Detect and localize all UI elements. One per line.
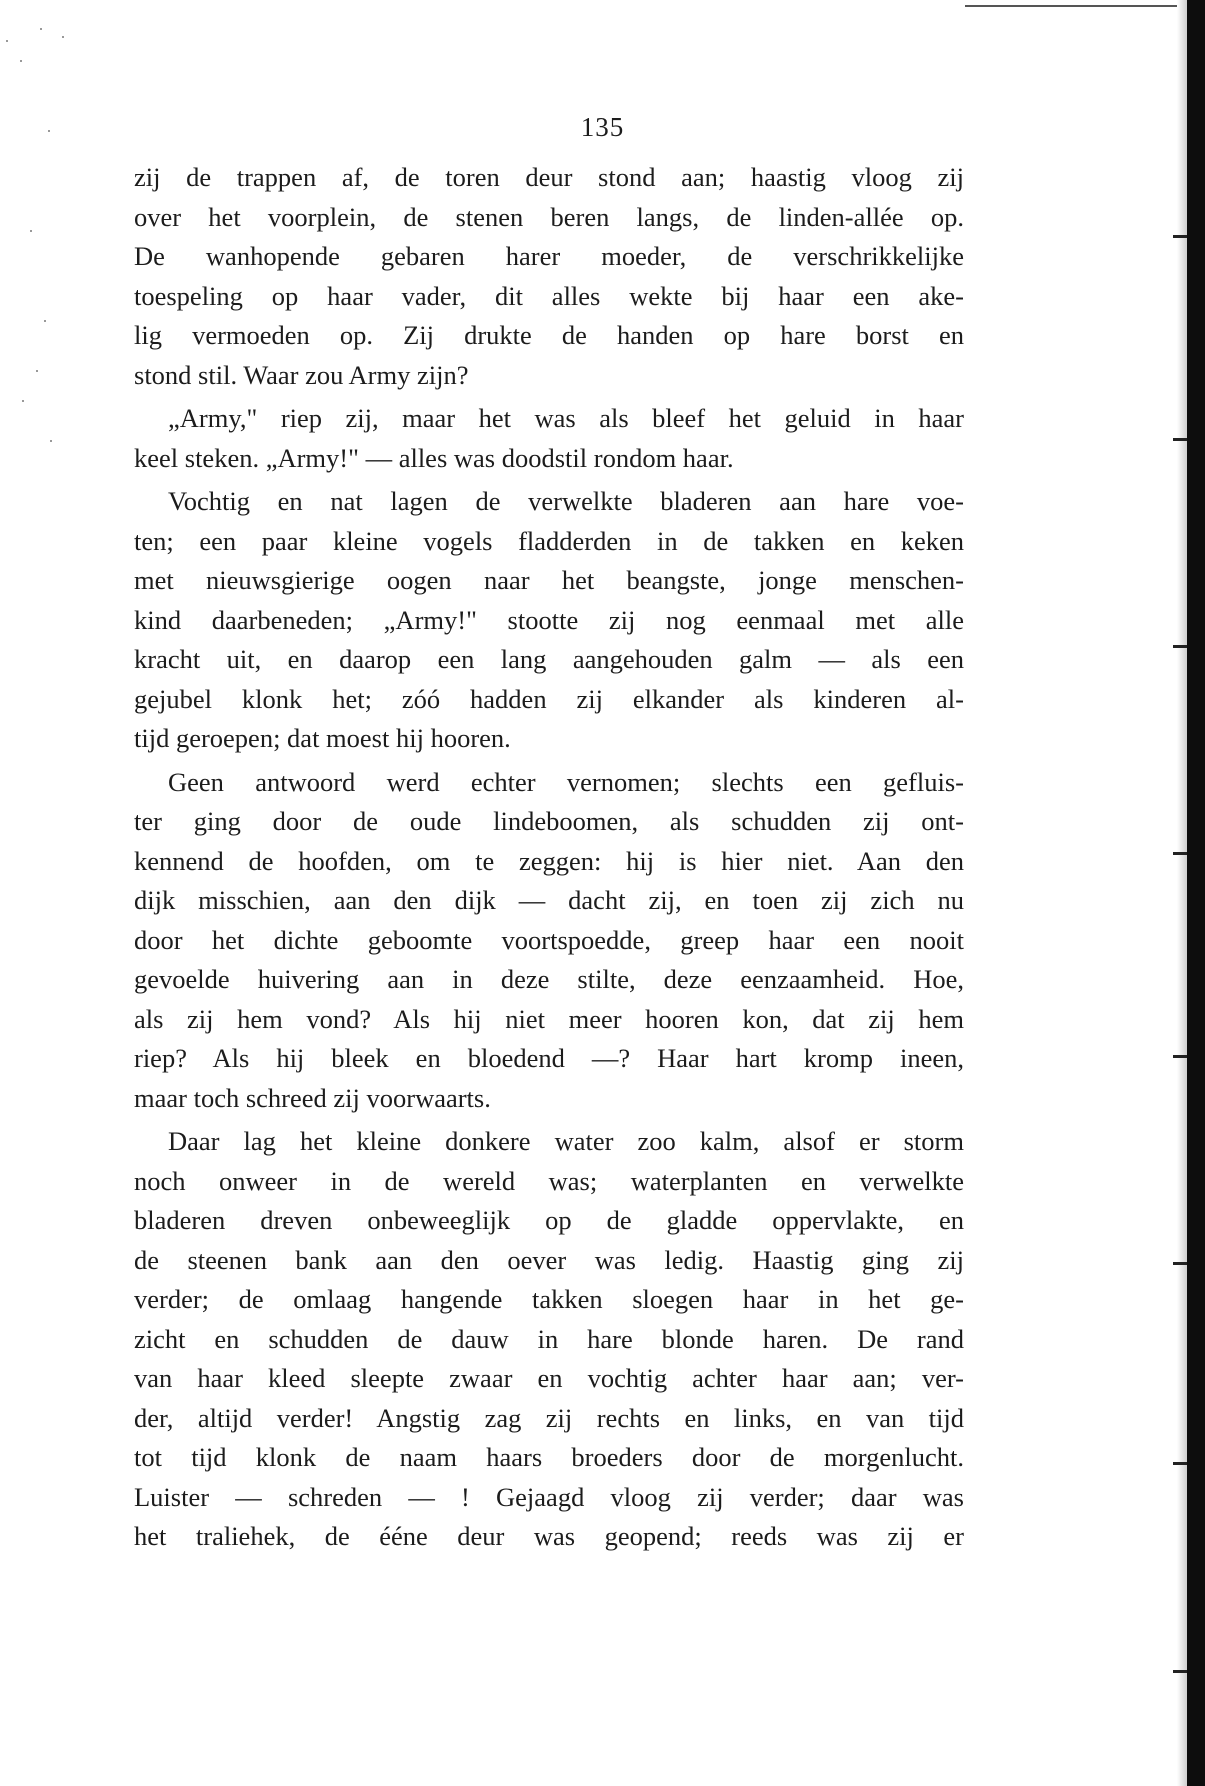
edge-tick — [1173, 1055, 1187, 1058]
text-line: zij de trappen af, de toren deur stond aan; haastig vloog zij — [134, 162, 964, 192]
text-line: kind daarbeneden; „Army!" stootte zij nog eenmaal met alle — [134, 604, 964, 635]
text-line: der, altijd verder! Angstig zag zij rechts en links, en van tijd — [134, 1402, 964, 1433]
text-line: toespeling op haar vader, dit alles wekte bij haar een ake- — [134, 280, 964, 311]
text-line: keel steken. „Army!" — alles was doodstil rondom haar. — [134, 442, 734, 473]
scan-top-rule — [965, 5, 1205, 7]
text-line: De wanhopende gebaren harer moeder, de verschrikkelijke — [134, 241, 964, 271]
text-line: gejubel klonk het; zóó hadden zij elkander als kinderen al- — [134, 683, 964, 714]
text-line: maar toch schreed zij voorwaarts. — [134, 1082, 491, 1113]
text-line: „Army," riep zij, maar het was als bleef het geluid in haar — [168, 403, 964, 433]
speckle — [30, 230, 32, 232]
speckle — [50, 440, 52, 442]
text-line: het traliehek, de ééne deur was geopend; reeds was zij er — [134, 1521, 964, 1551]
text-line: zicht en schudden de dauw in hare blonde haren. De rand — [134, 1323, 964, 1354]
page-number: 135 — [580, 112, 625, 142]
text-line: stond stil. Waar zou Army zijn? — [134, 359, 469, 390]
edge-tick — [1173, 1670, 1187, 1673]
text-line: kennend de hoofden, om te zeggen: hij is hier niet. Aan den — [134, 845, 964, 876]
text-line: Daar lag het kleine donkere water zoo kalm, alsof er storm — [168, 1126, 964, 1156]
text-line: Geen antwoord werd echter vernomen; slechts een gefluis- — [168, 766, 964, 797]
text-line: Vochtig en nat lagen de verwelkte bladeren aan hare voe- — [168, 486, 964, 516]
text-line: ten; een paar kleine vogels fladderden in de takken en keken — [134, 525, 964, 556]
speckle — [20, 60, 22, 62]
edge-tick — [1173, 235, 1187, 238]
text-line: met nieuwsgierige oogen naar het beangste, jonge menschen- — [134, 565, 964, 595]
speckle — [36, 370, 38, 372]
text-line: verder; de omlaag hangende takken sloegen haar in het ge- — [134, 1284, 964, 1314]
text-line: gevoelde huivering aan in deze stilte, deze eenzaamheid. Hoe, — [134, 964, 964, 994]
text-line: tijd geroepen; dat moest hij hooren. — [134, 723, 511, 753]
speckle — [6, 40, 8, 42]
text-line: riep? Als hij bleek en bloedend —? Haar hart kromp ineen, — [134, 1043, 964, 1073]
edge-tick — [1173, 438, 1187, 441]
text-line: lig vermoeden op. Zij drukte de handen op hare borst en — [134, 320, 964, 350]
text-line: over het voorplein, de stenen beren langs, de linden-allée op. — [134, 201, 964, 232]
body-text — [134, 158, 964, 1557]
text-line: van haar kleed sleepte zwaar en vochtig achter haar aan; ver- — [134, 1363, 964, 1393]
text-line: ter ging door de oude lindeboomen, als schudden zij ont- — [134, 806, 964, 836]
speckle — [44, 320, 46, 322]
scan-binding-edge — [1187, 0, 1205, 1786]
edge-tick — [1173, 852, 1187, 855]
text-line: kracht uit, en daarop een lang aangehouden galm — als een — [134, 644, 964, 674]
text-line: dijk misschien, aan den dijk — dacht zij, en toen zij zich nu — [134, 885, 964, 915]
text-line: bladeren dreven onbeweeglijk op de gladde oppervlakte, en — [134, 1205, 964, 1235]
text-line: als zij hem vond? Als hij niet meer hooren kon, dat zij hem — [134, 1003, 964, 1034]
text-line: de steenen bank aan den oever was ledig. Haastig ging zij — [134, 1244, 964, 1275]
text-line: tot tijd klonk de naam haars broeders door de morgenlucht. — [134, 1442, 964, 1472]
speckle — [22, 400, 24, 402]
scan-binding-shadow — [1177, 0, 1187, 1786]
edge-tick — [1173, 1462, 1187, 1465]
text-line: door het dichte geboomte voortspoedde, greep haar een nooit — [134, 924, 964, 955]
speckle — [62, 36, 64, 38]
scan-left-speckles — [0, 0, 80, 500]
text-line: noch onweer in de wereld was; waterplanten en verwelkte — [134, 1165, 964, 1196]
edge-tick — [1173, 1262, 1187, 1265]
speckle — [40, 28, 42, 30]
text-line: Luister — schreden — ! Gejaagd vloog zij verder; daar was — [134, 1481, 964, 1512]
edge-tick — [1173, 645, 1187, 648]
